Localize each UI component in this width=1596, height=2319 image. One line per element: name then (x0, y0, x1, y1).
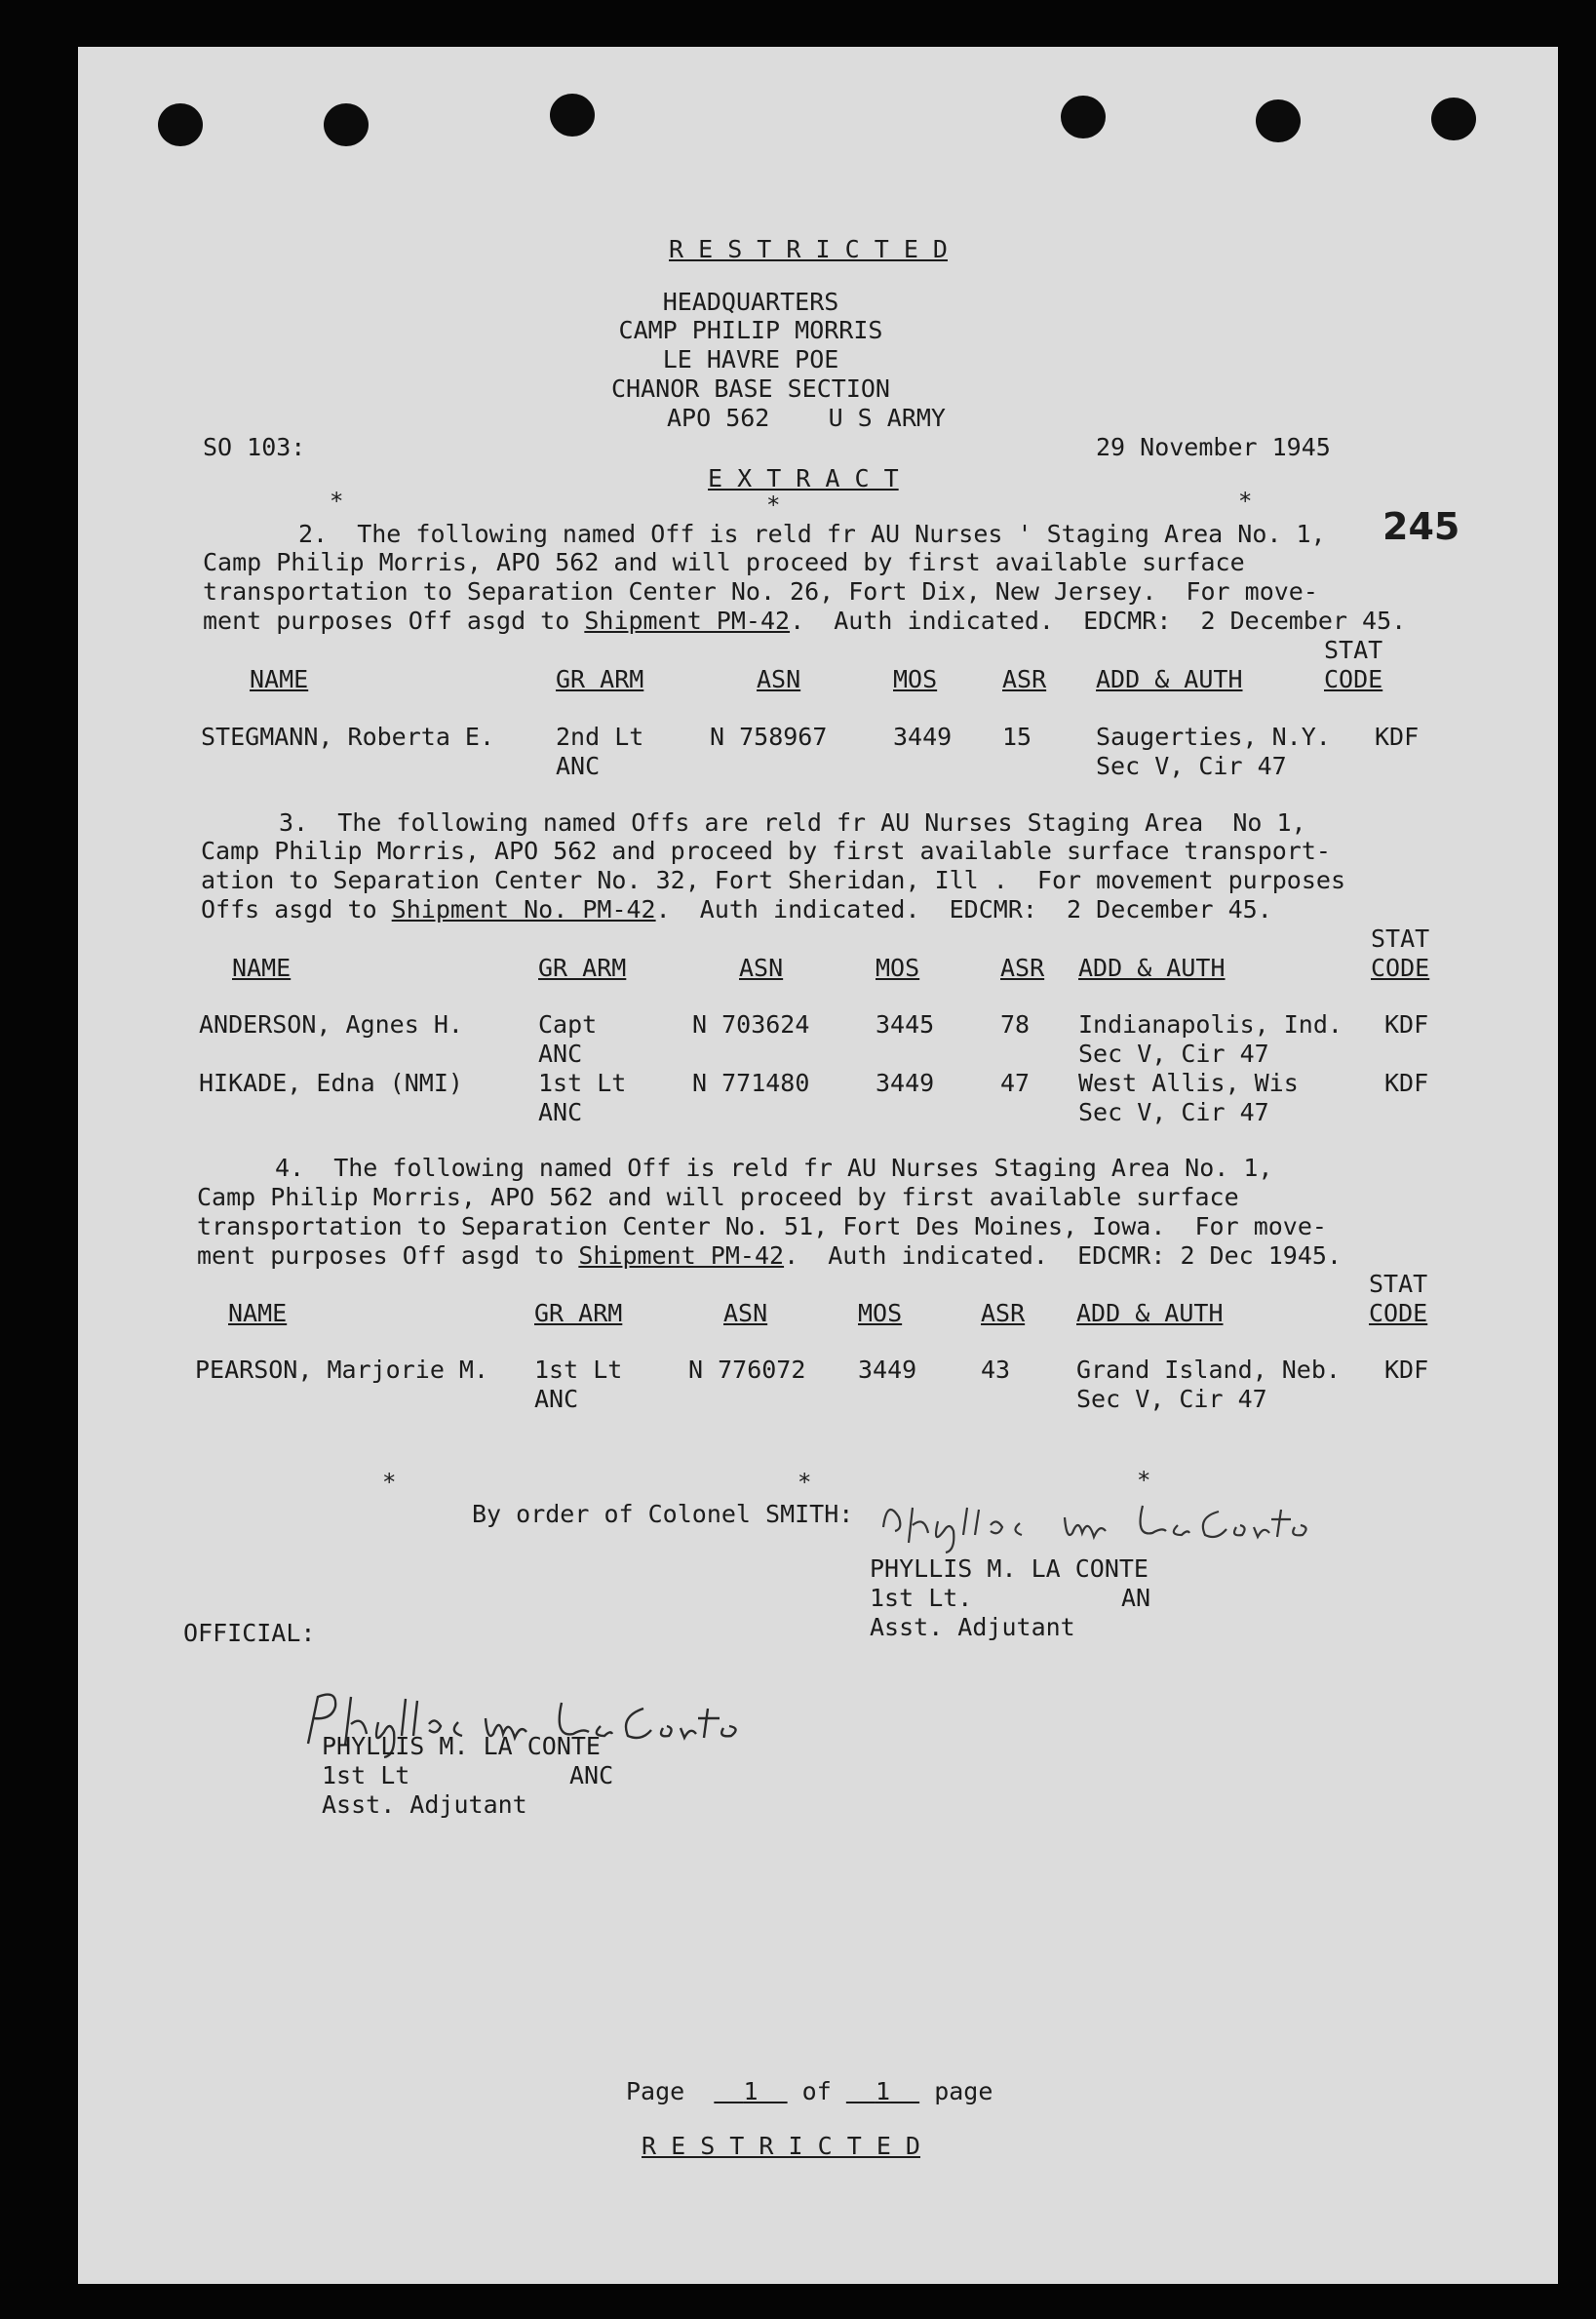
cell-arm: ANC (538, 1040, 583, 1068)
page-stamp-number: 245 (1382, 505, 1460, 548)
asterisk: * (1137, 1467, 1151, 1494)
cell-asr: 47 (1000, 1069, 1031, 1097)
cell-mos: 3449 (893, 723, 953, 751)
cell-arm: ANC (556, 752, 601, 780)
col-mos: MOS (858, 1299, 903, 1327)
of-word: of (801, 2077, 832, 2105)
paragraph-text: Offs asgd to (201, 895, 392, 924)
col-code: CODE (1371, 954, 1430, 982)
shipment-ref: Shipment No. PM-42 (391, 895, 656, 924)
cell-grade: 1st Lt (538, 1069, 627, 1097)
official-name: PHYLLIS M. LA CONTE (322, 1732, 601, 1760)
col-stat: STAT (1369, 1270, 1428, 1298)
cell-arm: ANC (538, 1098, 583, 1126)
cell-code: KDF (1384, 1069, 1429, 1097)
col-asr: ASR (1002, 665, 1047, 693)
col-name: NAME (250, 665, 309, 693)
cell-mos: 3449 (858, 1356, 917, 1384)
cell-add: Grand Island, Neb. (1076, 1356, 1341, 1384)
org-line: APO 562 U S ARMY (667, 404, 946, 432)
punch-hole (158, 103, 203, 146)
col-grade: GR ARM (556, 665, 644, 693)
col-mos: MOS (893, 665, 938, 693)
paragraph-line: Camp Philip Morris, APO 562 and proceed by first available surface transport- (201, 837, 1331, 865)
cell-grade: 2nd Lt (556, 723, 644, 751)
cell-asn: N 771480 (692, 1069, 810, 1097)
paragraph-text: ment purposes Off asgd to (197, 1241, 579, 1270)
paragraph-line: Camp Philip Morris, APO 562 and will proceed by first available surface (197, 1183, 1239, 1211)
asterisk: * (382, 1469, 397, 1496)
paragraph-text: . Auth indicated. EDCMR: 2 Dec 1945. (784, 1241, 1343, 1270)
paragraph-line: transportation to Separation Center No. 51, Fort Des Moines, Iowa. For move- (197, 1212, 1327, 1240)
org-line: CAMP PHILIP MORRIS (618, 316, 883, 344)
col-asr: ASR (981, 1299, 1026, 1327)
asterisk: * (1238, 488, 1253, 515)
punch-hole (1431, 98, 1476, 140)
extract-title: E X T R A C T (708, 464, 899, 492)
by-order-line: By order of Colonel SMITH: (472, 1500, 854, 1528)
cell-auth: Sec V, Cir 47 (1096, 752, 1287, 780)
paragraph-line: 2. The following named Off is reld fr AU Nurses ' Staging Area No. 1, (298, 520, 1326, 548)
official-branch: ANC (569, 1761, 614, 1789)
paragraph-line: transportation to Separation Center No. 26, Fort Dix, New Jersey. For move- (203, 577, 1318, 606)
cell-code: KDF (1384, 1356, 1429, 1384)
org-line: CHANOR BASE SECTION (611, 374, 890, 403)
asterisk: * (766, 491, 781, 519)
paragraph-text: . Auth indicated. EDCMR: 2 December 45. (790, 607, 1407, 635)
paragraph-line: 3. The following named Offs are reld fr AU Nurses Staging Area No 1, (279, 808, 1306, 837)
shipment-ref: Shipment PM-42 (584, 607, 791, 635)
cell-mos: 3449 (876, 1069, 935, 1097)
page-suffix: page (934, 2077, 993, 2105)
cell-asr: 78 (1000, 1010, 1031, 1039)
cell-asr: 43 (981, 1356, 1011, 1384)
cell-grade: Capt (538, 1010, 598, 1039)
page-number (714, 2077, 787, 2105)
signer-title: Asst. Adjutant (870, 1613, 1075, 1641)
punch-hole (1256, 99, 1301, 142)
shipment-ref: Shipment PM-42 (578, 1241, 785, 1270)
col-asn: ASN (723, 1299, 768, 1327)
cell-name: PEARSON, Marjorie M. (195, 1356, 489, 1384)
paragraph-line: ation to Separation Center No. 32, Fort Sheridan, Ill . For movement purposes (201, 866, 1345, 894)
org-line: HEADQUARTERS (662, 288, 839, 316)
col-add-auth: ADD & AUTH (1096, 665, 1243, 693)
cell-auth: Sec V, Cir 47 (1078, 1098, 1269, 1126)
document-page (78, 47, 1558, 2284)
col-add-auth: ADD & AUTH (1076, 1299, 1224, 1327)
official-title: Asst. Adjutant (322, 1790, 527, 1819)
page-total-value: 1 (875, 2077, 891, 2105)
official-rank: 1st Lt (322, 1761, 410, 1789)
col-asn: ASN (739, 954, 784, 982)
cell-arm: ANC (534, 1385, 579, 1413)
col-stat: STAT (1371, 924, 1430, 953)
cell-asn: N 758967 (710, 723, 828, 751)
col-asn: ASN (757, 665, 801, 693)
cell-add: Saugerties, N.Y. (1096, 723, 1331, 751)
cell-code: KDF (1384, 1010, 1429, 1039)
punch-hole (324, 103, 369, 146)
paragraph-text: . Auth indicated. EDCMR: 2 December 45. (655, 895, 1272, 924)
col-code: CODE (1369, 1299, 1428, 1327)
paragraph-line (201, 895, 1272, 924)
cell-asr: 15 (1002, 723, 1032, 751)
page-number-value: 1 (743, 2077, 759, 2105)
cell-code: KDF (1375, 723, 1420, 751)
paragraph-line (203, 607, 1406, 636)
cell-grade: 1st Lt (534, 1356, 623, 1384)
asterisk: * (330, 488, 344, 515)
paragraph-line: 4. The following named Off is reld fr AU Nurses Staging Area No. 1, (275, 1154, 1273, 1182)
classification-footer: R E S T R I C T E D (642, 2132, 920, 2160)
official-label: OFFICIAL: (183, 1619, 316, 1647)
col-stat: STAT (1324, 636, 1383, 664)
punch-hole (1061, 96, 1106, 138)
paragraph-line (197, 1241, 1342, 1271)
page-indicator (626, 2077, 993, 2106)
paragraph-text: ment purposes Off asgd to (203, 607, 585, 635)
cell-mos: 3445 (876, 1010, 935, 1039)
page-total (846, 2077, 919, 2105)
classification-header: R E S T R I C T E D (669, 235, 948, 263)
paragraph-line: Camp Philip Morris, APO 562 and will proceed by first available surface (203, 548, 1245, 576)
cell-name: ANDERSON, Agnes H. (199, 1010, 463, 1039)
org-line: LE HAVRE POE (662, 345, 839, 373)
cell-add: Indianapolis, Ind. (1078, 1010, 1343, 1039)
signature (874, 1488, 1332, 1556)
col-name: NAME (232, 954, 292, 982)
cell-auth: Sec V, Cir 47 (1078, 1040, 1269, 1068)
col-grade: GR ARM (534, 1299, 623, 1327)
col-name: NAME (228, 1299, 288, 1327)
signer-rank: 1st Lt. (870, 1584, 973, 1612)
col-code: CODE (1324, 665, 1383, 693)
cell-asn: N 703624 (692, 1010, 810, 1039)
asterisk: * (798, 1469, 812, 1496)
cell-auth: Sec V, Cir 47 (1076, 1385, 1267, 1413)
order-date: 29 November 1945 (1096, 433, 1331, 461)
col-add-auth: ADD & AUTH (1078, 954, 1226, 982)
col-grade: GR ARM (538, 954, 627, 982)
cell-asn: N 776072 (688, 1356, 806, 1384)
signer-name: PHYLLIS M. LA CONTE (870, 1554, 1148, 1583)
cell-name: HIKADE, Edna (NMI) (199, 1069, 463, 1097)
punch-hole (550, 94, 595, 137)
col-mos: MOS (876, 954, 920, 982)
order-number: SO 103: (203, 433, 306, 461)
cell-name: STEGMANN, Roberta E. (201, 723, 495, 751)
col-asr: ASR (1000, 954, 1045, 982)
signer-branch: AN (1121, 1584, 1151, 1612)
cell-add: West Allis, Wis (1078, 1069, 1299, 1097)
page-word: Page (626, 2077, 685, 2105)
